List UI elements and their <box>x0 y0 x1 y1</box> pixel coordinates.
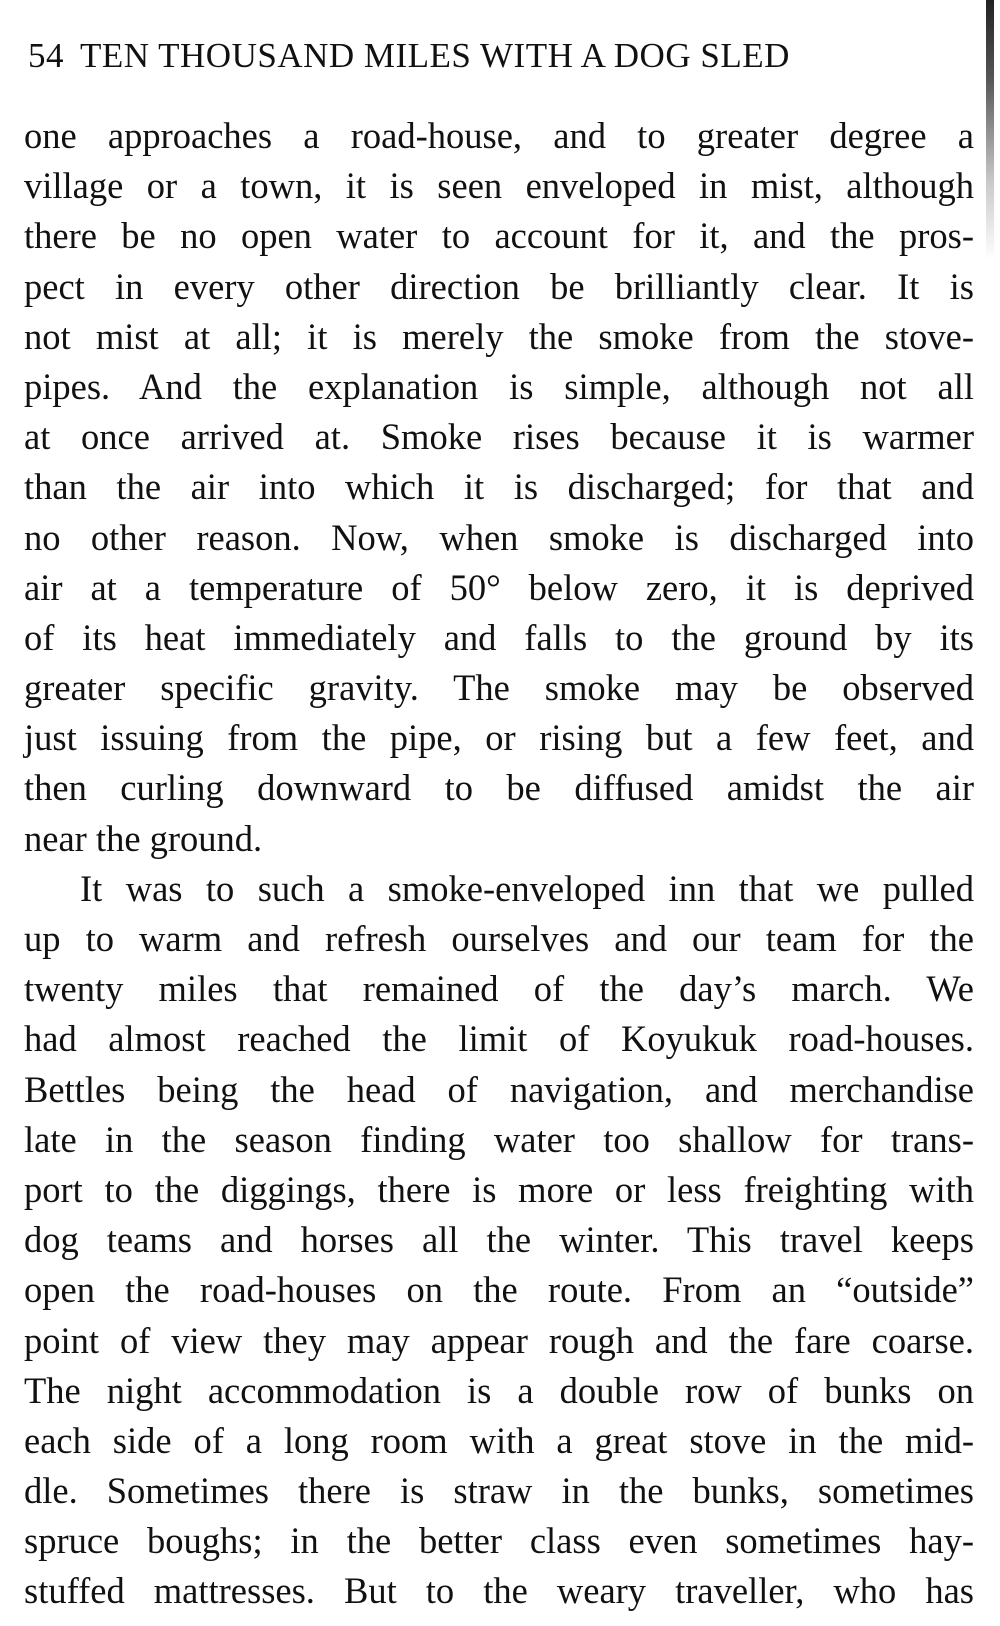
text-line: not mist at all; it is merely the smoke from the stove- <box>24 315 974 357</box>
text-line: The night accommodation is a double row of bunks on <box>24 1369 974 1411</box>
text-line: then curling downward to be diffused amidst the air <box>24 767 974 809</box>
text-line: dle. Sometimes there is straw in the bunks, sometimes <box>24 1470 974 1512</box>
text-line: there be no open water to account for it, and the pros- <box>24 215 974 257</box>
text-line: spruce boughs; in the better class even sometimes hay- <box>24 1520 974 1562</box>
text-line: no other reason. Now, when smoke is discharged into <box>24 516 974 558</box>
text-line: had almost reached the limit of Koyukuk road-houses. <box>24 1018 974 1060</box>
body-text <box>24 111 974 1617</box>
text-line: of its heat immediately and falls to the ground by its <box>24 616 974 658</box>
text-line: stuffed mattresses. But to the weary traveller, who has <box>24 1570 974 1612</box>
text-line: village or a town, it is seen enveloped in mist, although <box>24 165 974 207</box>
text-line: just issuing from the pipe, or rising but a few feet, and <box>24 717 974 759</box>
text-line: twenty miles that remained of the day’s march. We <box>24 968 974 1010</box>
paragraph-end-line: near the ground. <box>24 817 263 859</box>
text-line: point of view they may appear rough and the fare coarse. <box>24 1319 974 1361</box>
text-line: pipes. And the explanation is simple, although not all <box>24 365 974 407</box>
text-line: at once arrived at. Smoke rises because it is warmer <box>24 416 974 458</box>
running-title: TEN THOUSAND MILES WITH A DOG SLED <box>80 36 790 75</box>
text-line: greater specific gravity. The smoke may be observed <box>24 667 974 709</box>
page-number: 54 <box>28 36 64 75</box>
text-line: dog teams and horses all the winter. This travel keeps <box>24 1219 974 1261</box>
paragraph-start-line: It was to such a smoke-enveloped inn that we pulled <box>80 867 974 909</box>
running-head <box>28 34 968 78</box>
text-line: each side of a long room with a great stove in the mid- <box>24 1419 974 1461</box>
text-line: late in the season finding water too shallow for trans- <box>24 1118 974 1160</box>
text-line: port to the diggings, there is more or less freighting with <box>24 1168 974 1210</box>
text-line: air at a temperature of 50° below zero, it is deprived <box>24 566 974 608</box>
text-line: pect in every other direction be brilliantly clear. It is <box>24 265 974 307</box>
text-line: up to warm and refresh ourselves and our team for the <box>24 918 974 959</box>
text-line: than the air into which it is discharged; for that and <box>24 466 974 508</box>
page-edge-shadow <box>986 0 994 260</box>
text-line: Bettles being the head of navigation, and merchandise <box>24 1068 974 1110</box>
text-line: one approaches a road-house, and to greater degree a <box>24 115 974 156</box>
text-line: open the road-houses on the route. From an “outside” <box>24 1269 974 1311</box>
